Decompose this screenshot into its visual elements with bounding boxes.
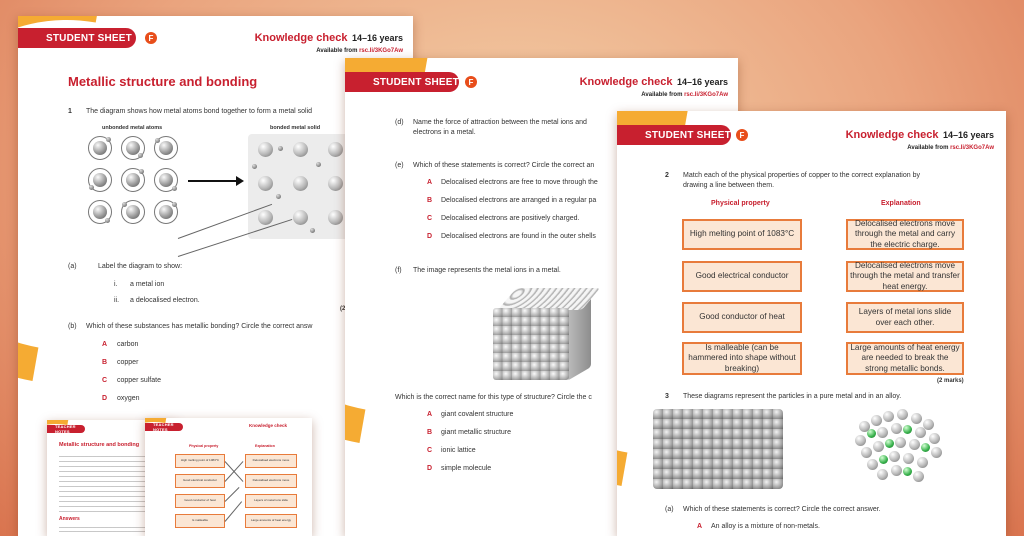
metal-lattice-cube-image <box>493 288 599 384</box>
metal-ion <box>258 210 273 225</box>
diagram-label-unbonded: unbonded metal atoms <box>102 125 163 131</box>
explanation-box[interactable]: Layers of metal ions slide over each other. <box>846 302 964 333</box>
thumbnail-property-box: Good conductor of heat <box>175 494 225 508</box>
metal-atom <box>895 437 906 448</box>
electron <box>172 202 177 207</box>
foundation-badge: F <box>145 32 157 44</box>
metal-atom <box>867 459 878 470</box>
list-numeral: ii. <box>114 297 120 304</box>
bonded-metal-solid-diagram <box>248 134 358 239</box>
question-text: These diagrams represent the particles in a pure metal and in an alloy. <box>683 393 902 400</box>
pure-metal-diagram <box>653 409 783 489</box>
metal-atom <box>877 469 888 480</box>
option-letter: B <box>427 429 433 436</box>
thumbnail-answers-heading: Answers <box>59 516 80 522</box>
subquestion-letter: (f) <box>395 267 402 274</box>
knowledge-check-header <box>580 72 728 98</box>
thumbnail-explanation-box: Delocalised electrons move <box>245 474 297 488</box>
column-header-property: Physical property <box>711 200 770 207</box>
electron <box>138 153 143 158</box>
arrow-head <box>236 176 244 186</box>
metal-atom <box>903 453 914 464</box>
electron <box>122 202 127 207</box>
availability-line <box>580 92 728 98</box>
metal-ion <box>293 176 308 191</box>
metal-atom <box>897 409 908 420</box>
subquestion-text: Which of these statements is correct? Circle the correct an <box>413 162 595 169</box>
subquestion-text: Which of these substances has metallic bonding? Circle the correct answ <box>86 323 313 330</box>
electron <box>106 137 111 142</box>
metal-atom <box>873 441 884 452</box>
list-item: a delocalised electron. <box>130 297 200 304</box>
metal-atom <box>891 465 902 476</box>
option-text[interactable]: giant metallic structure <box>441 429 512 436</box>
electron <box>139 169 144 174</box>
option-letter: D <box>427 233 433 240</box>
property-box[interactable]: Good conductor of heat <box>682 302 802 333</box>
alloy-atom <box>903 425 912 434</box>
metal-atom <box>877 427 888 438</box>
subquestion-letter: (a) <box>665 506 674 513</box>
student-sheet-banner: STUDENT SHEET <box>345 72 459 92</box>
electron <box>155 138 160 143</box>
diagram-label-bonded: bonded metal solid <box>270 125 321 131</box>
knowledge-check-header <box>846 125 994 151</box>
availability-prefix: Available from <box>907 145 949 151</box>
metal-ion <box>328 210 343 225</box>
alloy-atom <box>903 467 912 476</box>
alloy-atom <box>867 429 876 438</box>
worksheet-page-3 <box>617 111 1006 536</box>
option-letter: A <box>427 411 433 418</box>
marks-label: (2 marks) <box>937 378 964 384</box>
foundation-badge: F <box>736 129 748 141</box>
subquestion-text: Which is the correct name for this type of structure? Circle the c <box>395 394 592 401</box>
subquestion-letter: (e) <box>395 162 404 169</box>
metal-atom <box>929 433 940 444</box>
option-text[interactable]: carbon <box>117 341 139 348</box>
option-text[interactable]: An alloy is a mixture of non-metals. <box>711 523 820 530</box>
explanation-box[interactable]: Delocalised electrons move through the metal and transfer heat energy. <box>846 261 964 292</box>
delocalised-electron <box>252 164 257 169</box>
property-box[interactable]: Good electrical conductor <box>682 261 802 292</box>
option-letter: C <box>427 215 433 222</box>
list-numeral: i. <box>114 281 118 288</box>
age-range: 14–16 years <box>942 130 994 140</box>
option-text[interactable]: giant covalent structure <box>441 411 514 418</box>
student-sheet-banner: STUDENT SHEET <box>18 28 136 48</box>
delocalised-electron <box>276 194 281 199</box>
subquestion-letter: (b) <box>68 323 77 330</box>
option-letter: D <box>102 395 108 402</box>
teacher-notes-banner: TEACHER NOTES <box>145 423 183 431</box>
option-letter: C <box>102 377 108 384</box>
option-text[interactable]: Delocalised electrons are positively charged. <box>441 215 580 222</box>
subquestion-text: electrons in a metal. <box>413 129 476 136</box>
metal-atom <box>126 173 140 187</box>
metal-atom <box>891 423 902 434</box>
teacher-notes-thumbnail-2 <box>145 418 312 536</box>
delocalised-electron <box>316 162 321 167</box>
availability-link[interactable]: rsc.li/3KGo7Aw <box>950 145 994 151</box>
question-text: Match each of the physical properties of copper to the correct explanation by <box>683 172 920 179</box>
age-range: 14–16 years <box>676 77 728 87</box>
thumbnail-property-box: Is malleable <box>175 514 225 528</box>
metal-atom <box>159 173 173 187</box>
metal-atom <box>93 173 107 187</box>
knowledge-check-header <box>255 28 403 54</box>
thumbnail-explanation-box: Layers of metal ions slide <box>245 494 297 508</box>
electron <box>172 186 177 191</box>
subquestion-letter: (d) <box>395 119 404 126</box>
subquestion-letter: (a) <box>68 263 77 270</box>
availability-prefix: Available from <box>641 92 683 98</box>
unbonded-atoms-diagram <box>88 136 180 228</box>
knowledge-check-title: Knowledge check <box>254 32 348 44</box>
availability-prefix: Available from <box>316 48 358 54</box>
metal-atom <box>93 141 107 155</box>
option-text[interactable]: oxygen <box>117 395 140 402</box>
metal-atom <box>159 141 173 155</box>
metal-atom <box>855 435 866 446</box>
metal-atom <box>93 205 107 219</box>
subquestion-text: The image represents the metal ions in a metal. <box>413 267 561 274</box>
metal-atom <box>917 457 928 468</box>
student-sheet-banner: STUDENT SHEET <box>617 125 731 145</box>
question-text: drawing a line between them. <box>683 182 775 189</box>
reaction-arrow <box>188 180 238 182</box>
option-letter: B <box>427 197 433 204</box>
metal-atom <box>909 439 920 450</box>
subquestion-text: Label the diagram to show: <box>98 263 183 270</box>
metal-ion <box>258 142 273 157</box>
delocalised-electron <box>310 228 315 233</box>
explanation-box[interactable]: Delocalised electrons move through the metal and carry the electric charge. <box>846 219 964 250</box>
thumbnail-col-property: Physical property <box>189 444 219 448</box>
thumbnail-kc-title: Knowledge check <box>249 423 288 428</box>
alloy-atom <box>879 455 888 464</box>
metal-ion <box>258 176 273 191</box>
option-text[interactable]: Delocalised electrons are arranged in a regular pa <box>441 197 597 204</box>
option-text[interactable]: Delocalised electrons are found in the outer shells <box>441 233 596 240</box>
thumbnail-property-box: Good electrical conductor <box>175 474 225 488</box>
option-letter: B <box>102 359 108 366</box>
option-text[interactable]: copper <box>117 359 139 366</box>
availability-line <box>255 48 403 54</box>
metal-atom <box>126 205 140 219</box>
explanation-box[interactable]: Large amounts of heat energy are needed to break the strong metallic bonds. <box>846 342 964 375</box>
list-item: a metal ion <box>130 281 165 288</box>
subquestion-text: Name the force of attraction between the metal ions and <box>413 119 587 126</box>
knowledge-check-title: Knowledge check <box>579 76 673 88</box>
marks-fragment: (2 <box>340 306 346 312</box>
alloy-atom <box>885 439 894 448</box>
delocalised-electron <box>278 146 283 151</box>
thumbnail-col-explanation: Explanation <box>255 444 275 448</box>
subquestion-text: Which of these statements is correct? Circle the correct answer. <box>683 506 881 513</box>
age-range: 14–16 years <box>351 33 403 43</box>
metal-ion <box>328 142 343 157</box>
availability-link[interactable]: rsc.li/3KGo7Aw <box>684 92 728 98</box>
column-header-explanation: Explanation <box>881 200 921 207</box>
metal-atom <box>889 451 900 462</box>
option-letter: C <box>427 447 433 454</box>
metal-atom <box>883 411 894 422</box>
option-text[interactable]: Delocalised electrons are free to move through the <box>441 179 598 186</box>
thumbnail-property-box: High melting point of 1083°C <box>175 454 225 468</box>
option-text[interactable]: simple molecule <box>441 465 492 472</box>
page-title: Metallic structure and bonding <box>68 74 258 89</box>
metal-atom <box>911 413 922 424</box>
foundation-badge: F <box>465 76 477 88</box>
electron <box>89 185 94 190</box>
question-text: The diagram shows how metal atoms bond together to form a metal solid <box>86 108 313 115</box>
thumbnail-explanation-box: Delocalised electrons move <box>245 454 297 468</box>
option-letter: D <box>427 465 433 472</box>
option-text[interactable]: ionic lattice <box>441 447 476 454</box>
metal-atom <box>861 447 872 458</box>
metal-atom <box>913 471 924 482</box>
cube-front-face <box>493 308 569 380</box>
metal-atom <box>915 427 926 438</box>
option-letter: A <box>697 523 703 530</box>
metal-ion <box>293 142 308 157</box>
electron <box>105 218 110 223</box>
question-number: 3 <box>665 393 669 400</box>
option-letter: A <box>102 341 108 348</box>
property-box[interactable]: High melting point of 1083°C <box>682 219 802 250</box>
availability-line <box>846 145 994 151</box>
option-text[interactable]: copper sulfate <box>117 377 161 384</box>
availability-link[interactable]: rsc.li/3KGo7Aw <box>359 48 403 54</box>
knowledge-check-title: Knowledge check <box>845 129 939 141</box>
thumbnail-title: Metallic structure and bonding <box>59 442 140 448</box>
alloy-atom <box>921 443 930 452</box>
metal-atom <box>931 447 942 458</box>
alloy-diagram <box>853 407 943 489</box>
metal-ion <box>293 210 308 225</box>
teacher-notes-banner: TEACHER NOTES <box>47 425 85 433</box>
question-number: 1 <box>68 108 72 115</box>
thumbnail-explanation-box: Large amounts of heat energy <box>245 514 297 528</box>
question-number: 2 <box>665 172 669 179</box>
metal-ion <box>328 176 343 191</box>
property-box[interactable]: Is malleable (can be hammered into shape without breaking) <box>682 342 802 375</box>
metal-atom <box>159 205 173 219</box>
metal-atom <box>871 415 882 426</box>
option-letter: A <box>427 179 433 186</box>
